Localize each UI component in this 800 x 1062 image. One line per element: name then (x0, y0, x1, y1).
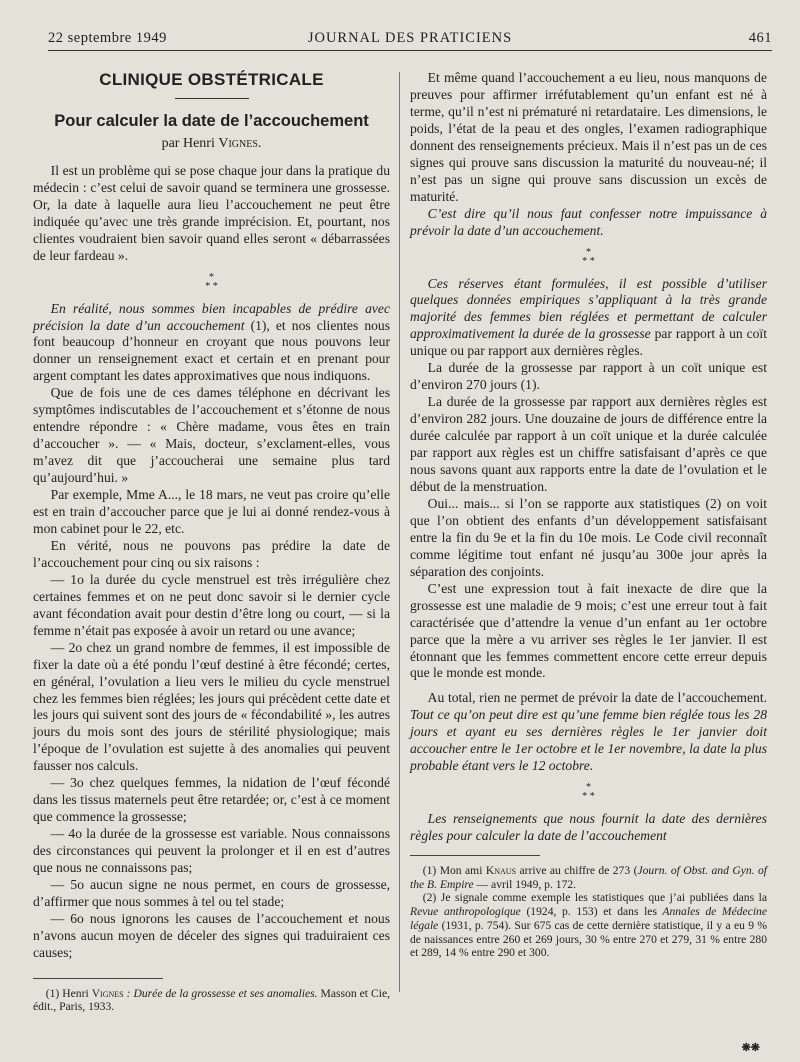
text-run: Au total, rien ne permet de prévoir la date de l’accouchement. (427, 690, 767, 706)
fn-journal: Annales de Médecine légale (410, 905, 767, 932)
paragraph: La durée de la grossesse par rapport à un coït unique est d’environ 270 jours (1). (410, 360, 767, 393)
paragraph: — 4o la durée de la grossesse est variable. Nous connaissons des circonstances qui peuvent la prolonger et il en est d’autres que nous ne connaissons pas; (33, 826, 390, 876)
fn-text: arrive au chiffre de 273 ( (516, 864, 638, 878)
fn-num: (1) Henri (45, 986, 89, 1000)
footnote (33, 987, 390, 1014)
star-pair: * * (582, 255, 595, 267)
fn-journal: Revue anthropologique (410, 905, 521, 919)
paragraph: C’est dire qu’il nous faut confesser notre impuissance à prévoir la date d’un accouchement. (410, 205, 767, 238)
fn-text: (1924, p. 153) et dans les (520, 905, 657, 919)
article-title: Pour calculer la date de l’accouchement (54, 111, 369, 130)
paragraph: Les renseignements que nous fournit la date des dernières règles pour calculer la date de l’accouchement (410, 811, 767, 844)
paragraph: — 5o aucun signe ne nous permet, en cours de grossesse, d’affirmer que nous sommes à tel ou tel stade; (33, 876, 390, 909)
fn-publisher: Masson et Cie, édit., Paris, 1933. (33, 986, 390, 1014)
paragraph: En vérité, nous ne pouvons pas prédire la date de l’accouchement pour cinq ou six raisons : (33, 537, 390, 570)
section-title: CLINIQUE OBSTÉTRICALE (99, 70, 324, 89)
footnote (410, 891, 767, 960)
paragraph: Par exemple, Mme A..., le 18 mars, ne veut pas croire qu’elle est en train d’accoucher parce que je lui ai donné rendez-vous à mon cabinet pour le 22, etc. (33, 487, 390, 536)
paragraph: Que de fois une de ces dames téléphone en décrivant les symptômes indiscutables de l’accouchement et s’étonne de nous entendre répondre : « Chère madame, vous êtes en train d’accoucher ». — « Mais, docteur, s’exclament-elles, vous m’avez dit que j’accoucherai une semaine plus tard qu’aujourd’hui. » (33, 385, 390, 486)
star-pair: * * (582, 791, 595, 803)
fn-text: (2) Je signale comme exemple les statistiques que j’ai publiées dans la (422, 891, 767, 905)
italic-run: Tout ce qu’on peut dire est qu’une femme bien réglée tous les 28 jours et ayant eu ses dernières règles le 1er janvier doit accoucher entre le 1er octobre et le 1er novembre, la date la plus probable étant vers le 12 octobre. (410, 707, 767, 774)
fn-title: : Durée de la grossesse et ses anomalies. (123, 986, 318, 1000)
text-run: (1), et nos clientes nous font beaucoup d’honneur en croyant que nous pouvons leur donner un renseignement exact et certain et en prenant pour argent comptant les dates approximatives que nous indiquons. (33, 317, 391, 384)
fn-text: (1) Mon ami (422, 864, 483, 878)
fn-author: Knaus (485, 864, 517, 878)
paragraph: Il est un problème qui se pose chaque jour dans la pratique du médecin : c’est celui de savoir quand se terminera une grossesse. Or, la date à laquelle aura lieu l’accouchement ne peut être indiquée qu’avec une très grande imprécision. Et, pourtant, nos clientes voudraient bien savoir quand elles seront « débarrassées de leur fardeau ». (33, 162, 390, 263)
footnote-rule (410, 855, 540, 856)
fn-text: (1931, p. 754). Sur 675 cas de cette dernière statistique, il y a eu 9 % de naissances entre 260 et 269 jours, 30 % entre 270 et 279, 31 % entre 280 et 289, 14 % entre 290 et 300. (410, 918, 767, 960)
paragraph: — 2o chez un grand nombre de femmes, il est impossible de fixer la date où a été pondu l’œuf destiné à être fécondé; certes, en général, l’ovulation a lieu vers le milieu du cycle menstruel chez les femmes bien réglées; les jours qui précèdent cette date et les jours qui suivent sont des jours de « fécondabilité », les autres jours du mois sont des jours de stérilité physiologique; mais l’époque de l’ovulation est sujette à des anomalies qui peuvent fausser nos calculs. (33, 639, 390, 774)
fn-author: Vignes (91, 986, 124, 1000)
fn-text: — avril 1949, p. 172. (473, 877, 577, 891)
paragraph: La durée de la grossesse par rapport aux dernières règles est d’environ 282 jours. Une douzaine de jours de différence entre la durée calculée par rapport à un coït unique et la durée calculée par rapport aux règles est un chiffre satisfaisant d’après ce que nous savons quant aux rapports entre la date de l’ovulation et le début de la menstruation. (410, 394, 767, 494)
paragraph (410, 276, 767, 361)
star: * (586, 782, 591, 794)
issue-date: 22 septembre 1949 (48, 30, 167, 46)
journal-name: JOURNAL DES PRATICIENS (307, 30, 513, 46)
footnote (410, 864, 767, 891)
star-pair: * * (205, 280, 218, 292)
page-number: 461 (748, 30, 772, 46)
italic-run: En réalité, nous sommes bien incapables de prédire avec précision la date d’un accouchement (33, 300, 390, 333)
paragraph: Oui... mais... si l’on se rapporte aux statistiques (2) on voit que l’on obtient des enfants d’un développement satisfaisant entre la fin du 9e et la fin du 10e mois. Le Code civil reconnaît comme légitime tout enfant né jusqu’au 300e jour après la séparation des conjoints. (410, 495, 767, 579)
byline-prefix: par Henri (161, 135, 215, 151)
paragraph (33, 301, 390, 386)
right-column (410, 70, 767, 960)
paragraph: — 6o nous ignorons les causes de l’accouchement et nous n’avons aucun moyen de déceler des signes qui traduiraient ces causes; (33, 910, 390, 960)
star: * (586, 246, 591, 258)
footnotes (410, 864, 767, 960)
section-stars (33, 273, 390, 291)
author-name: Vignes. (218, 135, 262, 151)
paragraph: — 3o chez quelques femmes, la nidation de l’œuf fécondé dans les tissus maternels peut être retardée; or, c’est à ce moment que commence la grossesse; (33, 775, 390, 825)
footnote-rule (33, 978, 163, 979)
section-stars (410, 248, 767, 266)
section-stars (410, 783, 767, 801)
byline (33, 136, 390, 153)
left-column (33, 70, 390, 1014)
star: * (209, 271, 214, 283)
paragraph: C’est une expression tout à fait inexacte de dire que la grossesse est une maladie de 9 mois; c’est une erreur tout à fait caractérisée que d’attendre la venue d’un enfant au 1er octobre parce que la mère a vu arriver ses règles le 1er janvier. Il est étonnant que les femmes commettent encore cette erreur depuis que le monde est monde. (410, 580, 767, 681)
running-header (48, 28, 772, 51)
column-divider (399, 72, 400, 992)
paragraph: Et même quand l’accouchement a eu lieu, nous manquons de preuves pour affirmer irréfutablement qu’un enfant est né à terme, qu’il n’est ni prématuré ni retardataire. Les dimensions, le poids, l’état de la peau et des ongles, l’examen radiographique donnent des renseignements précieux. Mais il n’est pas un de ces signes qui prouve sans discussion la maturité du nouveau-né; il n’est pas un signe qui prouve sans discussion un excès de maturité. (410, 70, 767, 204)
italic-run: Ces réserves étant formulées, il est possible d’utiliser quelques données empiriques s’appliquant à la très grande majorité des femmes bien réglées et permettant de calculer approximativement la durée de la grossesse (410, 275, 767, 342)
text-run: par rapport à un coït unique ou par rapport aux dernières règles. (410, 326, 767, 359)
fn-journal: Journ. of Obst. and Gyn. of the B. Empire (410, 864, 767, 891)
title-rule (175, 98, 249, 99)
paragraph (410, 690, 767, 775)
corner-mark: ❋❋ (741, 1042, 760, 1054)
paragraph: — 1o la durée du cycle menstruel est très irrégulière chez certaines femmes et on ne peut donc savoir si le dernier cycle avant fécondation avait pour destin d’être long ou court, — si la femme n’était pas exposée à avoir un retard ou une avance; (33, 571, 390, 638)
